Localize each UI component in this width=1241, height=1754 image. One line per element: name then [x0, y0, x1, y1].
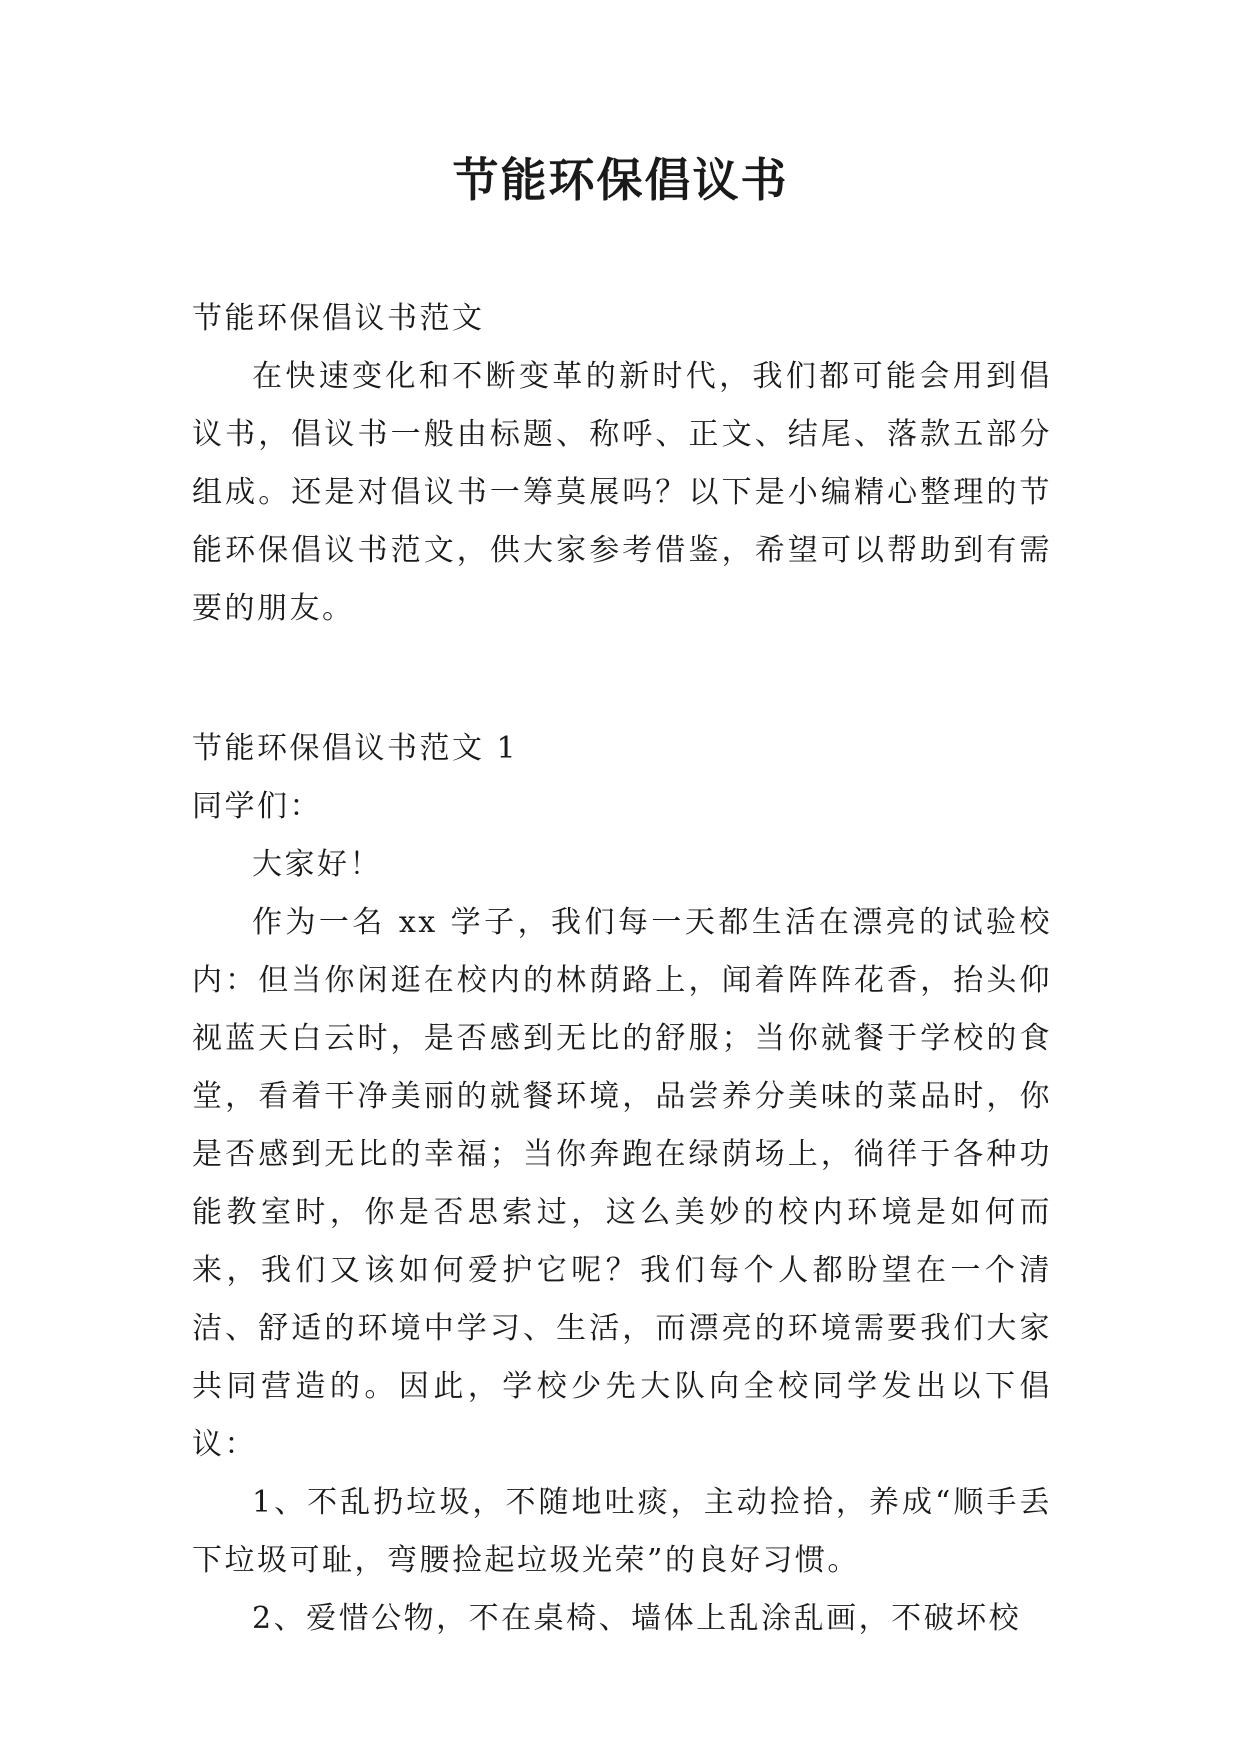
- proposal-item-2: 2、爱惜公物，不在桌椅、墙体上乱涂乱画，不破坏校: [252, 1601, 1022, 1636]
- section-spacer: [192, 638, 1052, 720]
- document-title: 节能环保倡议书: [452, 153, 789, 207]
- document-body: [192, 290, 1052, 1648]
- proposal-item-1: 1、不乱扔垃圾，不随地吐痰，主动捡拾，养成“顺手丢下垃圾可耻，弯腰捡起垃圾光荣”的良好习惯。: [192, 1485, 1052, 1578]
- intro-paragraph: 在快速变化和不断变革的新时代，我们都可能会用到倡议书，倡议书一般由标题、称呼、正文、结尾、落款五部分组成。还是对倡议书一筹莫展吗？以下是小编精心整理的节能环保倡议书范文，供大家参考借鉴，希望可以帮助到有需要的朋友。: [192, 359, 1052, 626]
- salutation: 同学们：: [192, 789, 322, 824]
- section-heading: 节能环保倡议书范文 1: [192, 731, 519, 766]
- greeting: 大家好！: [252, 847, 382, 882]
- body-paragraph: 作为一名 xx 学子，我们每一天都生活在漂亮的试验校内：但当你闲逛在校内的林荫路上，闻着阵阵花香，抬头仰视蓝天白云时，是否感到无比的舒服；当你就餐于学校的食堂，看着干净美丽的就餐环境，品尝养分美味的菜品时，你是否感到无比的幸福；当你奔跑在绿荫场上，徜徉于各种功能教室时，你是否思索过，这么美妙的校内环境是如何而来，我们又该如何爱护它呢？我们每个人都盼望在一个清洁、舒适的环境中学习、生活，而漂亮的环境需要我们大家共同营造的。因此，学校少先大队向全校同学发出以下倡议：: [192, 905, 1052, 1462]
- subtitle: 节能环保倡议书范文: [192, 301, 485, 336]
